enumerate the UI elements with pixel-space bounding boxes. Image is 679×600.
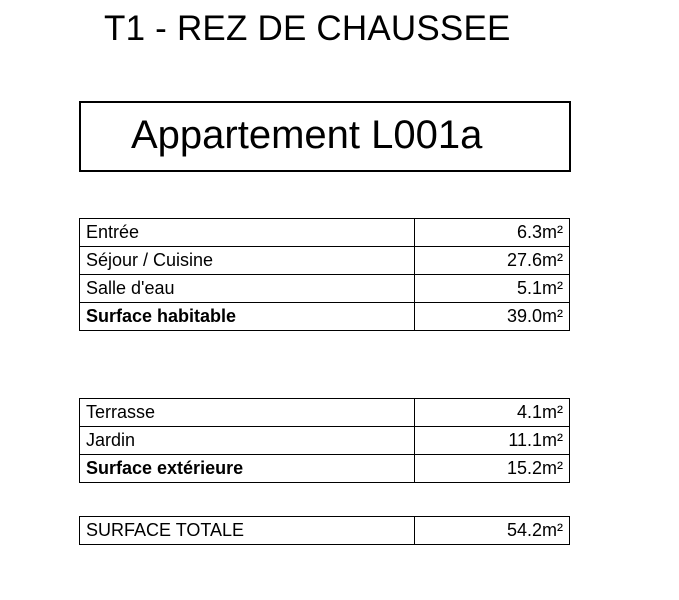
table-row <box>80 247 570 275</box>
room-label: Séjour / Cuisine <box>80 247 415 275</box>
room-label: Salle d'eau <box>80 275 415 303</box>
room-area: 11.1m² <box>415 427 570 455</box>
surface-totale-row <box>80 517 570 545</box>
page-heading: T1 - REZ DE CHAUSSEE <box>104 9 511 48</box>
table-row <box>80 427 570 455</box>
subtotal-label: Surface habitable <box>80 303 415 331</box>
surface-habitable-row <box>80 303 570 331</box>
subtotal-area: 15.2m² <box>415 455 570 483</box>
room-label: Entrée <box>80 219 415 247</box>
subtotal-label: Surface extérieure <box>80 455 415 483</box>
room-area: 27.6m² <box>415 247 570 275</box>
surface-exterieure-row <box>80 455 570 483</box>
interior-surface-table <box>79 218 570 331</box>
table-row <box>80 219 570 247</box>
total-surface-table <box>79 516 570 545</box>
room-area: 4.1m² <box>415 399 570 427</box>
room-label: Terrasse <box>80 399 415 427</box>
table-row <box>80 275 570 303</box>
grand-total-label: SURFACE TOTALE <box>80 517 415 545</box>
room-area: 6.3m² <box>415 219 570 247</box>
apartment-title-box <box>79 101 571 172</box>
grand-total-area: 54.2m² <box>415 517 570 545</box>
room-area: 5.1m² <box>415 275 570 303</box>
exterior-surface-table <box>79 398 570 483</box>
room-label: Jardin <box>80 427 415 455</box>
subtotal-area: 39.0m² <box>415 303 570 331</box>
table-row <box>80 399 570 427</box>
apartment-title: Appartement L001a <box>131 113 483 157</box>
